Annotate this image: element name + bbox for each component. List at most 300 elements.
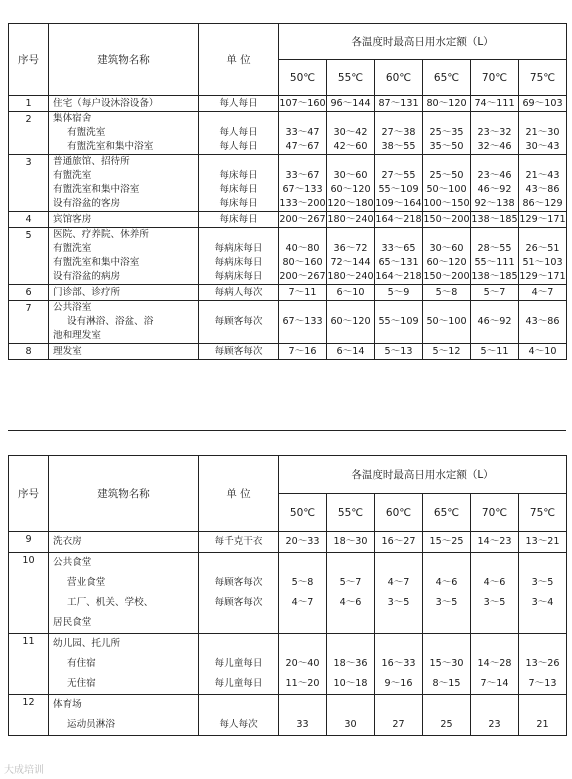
unit-cell	[199, 553, 279, 634]
quota-value: 33	[296, 719, 309, 730]
row-number: 10	[9, 553, 49, 634]
quota-value: 3～5	[435, 597, 458, 608]
building-name: 理发室	[53, 345, 82, 357]
quota-value: 107～160	[279, 97, 326, 109]
quota-value: 30～60	[429, 243, 464, 254]
quota-value-cell	[375, 228, 423, 285]
quota-value-cell	[375, 634, 423, 695]
quota-value: 26～51	[525, 243, 560, 254]
quota-value: 74～111	[474, 97, 515, 109]
quota-value	[471, 553, 518, 573]
unit-cell	[199, 112, 279, 155]
quota-value: 5～11	[480, 345, 509, 357]
table-row	[9, 301, 567, 344]
unit-label: 每儿童每日	[214, 678, 263, 689]
table-row	[9, 112, 567, 155]
building-name: 有盥洗室	[67, 127, 106, 138]
quota-value-cell	[279, 301, 327, 344]
quota-value: 120～180	[327, 198, 374, 209]
building-name: 居民食堂	[53, 617, 92, 628]
quota-value-cell	[375, 155, 423, 212]
unit-label: 每床每日	[219, 198, 258, 209]
quota-value-cell	[327, 301, 375, 344]
quota-value	[375, 634, 422, 654]
quota-value: 13～21	[525, 536, 560, 547]
unit-label	[199, 228, 278, 242]
quota-value-cell	[471, 634, 519, 695]
quota-value	[423, 613, 470, 633]
quota-value: 80～160	[282, 257, 323, 268]
building-name: 幼儿园、托儿所	[53, 638, 121, 649]
unit-label: 每顾客每次	[214, 597, 263, 608]
row-number: 2	[9, 112, 49, 155]
quota-value	[519, 329, 566, 343]
quota-value-cell	[375, 301, 423, 344]
quota-value-cell	[471, 155, 519, 212]
header-unit: 单 位	[199, 24, 279, 96]
quota-value-cell	[327, 212, 375, 228]
building-name: 公共食堂	[53, 557, 92, 568]
quota-value: 3～5	[387, 597, 410, 608]
row-number: 4	[9, 212, 49, 228]
quota-value: 43～86	[525, 316, 560, 327]
quota-value-cell	[519, 634, 567, 695]
quota-value: 60～120	[330, 316, 371, 327]
building-name: 体育场	[53, 699, 82, 710]
quota-value-cell	[519, 301, 567, 344]
quota-value	[327, 634, 374, 654]
unit-label	[199, 155, 278, 169]
quota-value: 80～120	[426, 97, 467, 109]
building-name: 集体宿舍	[53, 113, 92, 124]
unit-label	[199, 112, 278, 126]
quota-value: 60～120	[330, 184, 371, 195]
unit-label: 每床每日	[219, 184, 258, 195]
unit-cell	[199, 532, 279, 553]
unit-cell	[199, 344, 279, 360]
quota-value: 28～55	[477, 243, 512, 254]
quota-value-cell	[423, 553, 471, 634]
quota-value-cell	[327, 553, 375, 634]
quota-value	[327, 301, 374, 315]
unit-label: 每人每日	[219, 141, 258, 152]
quota-value: 4～7	[531, 286, 554, 298]
quota-value: 5～7	[483, 286, 506, 298]
quota-value: 14～28	[477, 658, 512, 669]
header-temp: 65℃	[423, 60, 471, 96]
quota-value: 5～13	[384, 345, 413, 357]
quota-value: 4～6	[435, 577, 458, 588]
quota-value-cell	[519, 285, 567, 301]
quota-value: 7～11	[288, 286, 317, 298]
quota-value-cell	[375, 695, 423, 736]
building-name: 住宅（每户设沐浴设备）	[53, 97, 159, 109]
quota-value	[423, 228, 470, 242]
quota-value-cell	[471, 301, 519, 344]
building-name: 宾馆客房	[53, 213, 92, 225]
row-number: 6	[9, 285, 49, 301]
building-name: 有盥洗室	[53, 243, 92, 254]
quota-value: 65～131	[378, 257, 419, 268]
header-temp: 75℃	[519, 494, 567, 532]
building-name: 有盥洗室和集中浴室	[67, 141, 154, 152]
quota-value-cell	[279, 228, 327, 285]
quota-value: 33～67	[285, 170, 320, 181]
quota-value-cell	[423, 212, 471, 228]
water-quota-table-2	[8, 455, 567, 736]
quota-value-cell	[375, 285, 423, 301]
quota-value: 27	[392, 719, 405, 730]
quota-value: 42～60	[333, 141, 368, 152]
quota-value: 50～100	[426, 184, 467, 195]
building-name: 池和理发室	[53, 330, 101, 341]
quota-value-cell	[423, 695, 471, 736]
quota-value	[279, 329, 326, 343]
quota-value: 27～55	[381, 170, 416, 181]
quota-value	[519, 228, 566, 242]
quota-value-cell	[519, 96, 567, 112]
quota-value	[423, 695, 470, 715]
quota-value: 96～144	[330, 97, 371, 109]
unit-label: 每千克干衣	[214, 536, 263, 547]
quota-value: 10～18	[333, 678, 368, 689]
quota-value: 40～80	[285, 243, 320, 254]
quota-value: 23～32	[477, 127, 512, 138]
quota-value: 46～92	[477, 184, 512, 195]
quota-value: 7～16	[288, 345, 317, 357]
building-name-cell	[49, 155, 199, 212]
quota-value: 30～42	[333, 127, 368, 138]
quota-value: 5～8	[291, 577, 314, 588]
row-number: 9	[9, 532, 49, 553]
unit-label	[199, 634, 278, 654]
quota-value: 27～38	[381, 127, 416, 138]
row-number: 12	[9, 695, 49, 736]
quota-value-cell	[423, 634, 471, 695]
quota-value-cell	[423, 344, 471, 360]
quota-value: 21～43	[525, 170, 560, 181]
quota-value: 55～111	[474, 257, 515, 268]
quota-value: 129～171	[519, 213, 566, 225]
building-name: 有盥洗室和集中浴室	[53, 184, 140, 195]
building-name: 设有浴盆的病房	[53, 271, 121, 282]
quota-value	[279, 695, 326, 715]
quota-value	[327, 695, 374, 715]
quota-value: 3～5	[483, 597, 506, 608]
quota-value: 4～10	[528, 345, 557, 357]
quota-value-cell	[375, 532, 423, 553]
quota-value-cell	[423, 228, 471, 285]
table-row	[9, 96, 567, 112]
quota-value	[375, 553, 422, 573]
quota-value: 9～16	[384, 678, 413, 689]
quota-value	[519, 695, 566, 715]
quota-value	[279, 613, 326, 633]
quota-value: 33～65	[381, 243, 416, 254]
quota-value-cell	[327, 285, 375, 301]
quota-value: 18～36	[333, 658, 368, 669]
header-temp: 70℃	[471, 60, 519, 96]
quota-value: 13～26	[525, 658, 560, 669]
quota-value: 25	[440, 719, 453, 730]
quota-value-cell	[471, 285, 519, 301]
quota-value	[375, 695, 422, 715]
header-quota: 各温度时最高日用水定额（L）	[279, 24, 567, 60]
quota-value: 50～100	[426, 316, 467, 327]
header-temp: 70℃	[471, 494, 519, 532]
quota-value	[423, 301, 470, 315]
building-name: 无住宿	[67, 678, 96, 689]
quota-value: 6～10	[336, 286, 365, 298]
unit-cell	[199, 285, 279, 301]
quota-value: 23～46	[477, 170, 512, 181]
quota-value-cell	[327, 344, 375, 360]
quota-value-cell	[423, 301, 471, 344]
quota-value-cell	[471, 112, 519, 155]
quota-value: 25～35	[429, 127, 464, 138]
quota-value: 4～7	[387, 577, 410, 588]
header-temp: 55℃	[327, 60, 375, 96]
quota-value: 20～33	[285, 536, 320, 547]
quota-value: 21	[536, 719, 549, 730]
quota-value	[519, 553, 566, 573]
quota-value	[375, 112, 422, 126]
quota-value-cell	[279, 285, 327, 301]
quota-value: 4～6	[483, 577, 506, 588]
quota-value: 67～133	[282, 316, 323, 327]
unit-label	[199, 301, 278, 315]
table-row	[9, 553, 567, 634]
building-name: 运动员淋浴	[67, 719, 115, 730]
table-1-body	[9, 96, 567, 360]
quota-value: 35～50	[429, 141, 464, 152]
header-quota: 各温度时最高日用水定额（L）	[279, 456, 567, 494]
quota-value: 60～120	[426, 257, 467, 268]
quota-value	[471, 613, 518, 633]
header-unit: 单 位	[199, 456, 279, 532]
quota-value	[471, 155, 518, 169]
quota-value-cell	[519, 553, 567, 634]
quota-value-cell	[279, 695, 327, 736]
quota-value: 16～27	[381, 536, 416, 547]
quota-value: 180～240	[327, 213, 374, 225]
unit-label: 每儿童每日	[214, 658, 263, 669]
quota-value: 6～14	[336, 345, 365, 357]
quota-value: 21～30	[525, 127, 560, 138]
quota-value: 138～185	[471, 271, 518, 282]
quota-value-cell	[519, 112, 567, 155]
quota-value	[375, 155, 422, 169]
quota-value: 180～240	[327, 271, 374, 282]
table-row	[9, 155, 567, 212]
quota-value-cell	[519, 695, 567, 736]
quota-value: 72～144	[330, 257, 371, 268]
quota-value: 92～138	[474, 198, 515, 209]
unit-cell	[199, 634, 279, 695]
quota-value: 47～67	[285, 141, 320, 152]
quota-value	[327, 228, 374, 242]
quota-value	[471, 112, 518, 126]
table-row	[9, 228, 567, 285]
quota-value: 16～33	[381, 658, 416, 669]
quota-value: 87～131	[378, 97, 419, 109]
quota-value	[327, 553, 374, 573]
quota-value: 164～218	[375, 271, 422, 282]
quota-value	[279, 301, 326, 315]
header-temp: 65℃	[423, 494, 471, 532]
quota-value	[279, 112, 326, 126]
building-name-cell	[49, 344, 199, 360]
quota-value-cell	[423, 285, 471, 301]
header-temp: 50℃	[279, 494, 327, 532]
quota-value-cell	[327, 228, 375, 285]
row-number: 11	[9, 634, 49, 695]
quota-value	[375, 613, 422, 633]
quota-value	[519, 155, 566, 169]
quota-value: 11～20	[285, 678, 320, 689]
quota-value: 150～200	[423, 213, 470, 225]
row-number: 3	[9, 155, 49, 212]
unit-label: 每顾客每次	[214, 577, 263, 588]
quota-value-cell	[375, 112, 423, 155]
quota-value-cell	[423, 96, 471, 112]
unit-label	[199, 329, 278, 343]
quota-value-cell	[279, 212, 327, 228]
quota-value	[327, 613, 374, 633]
watermark-text: 大成培训	[4, 765, 44, 776]
quota-value	[471, 634, 518, 654]
building-name-cell	[49, 96, 199, 112]
quota-value: 46～92	[477, 316, 512, 327]
quota-value	[279, 553, 326, 573]
unit-cell	[199, 228, 279, 285]
quota-value-cell	[423, 155, 471, 212]
quota-value: 36～72	[333, 243, 368, 254]
quota-value	[423, 634, 470, 654]
quota-value	[423, 553, 470, 573]
quota-value: 100～150	[423, 198, 470, 209]
quota-value	[375, 329, 422, 343]
quota-value: 15～30	[429, 658, 464, 669]
quota-value-cell	[423, 112, 471, 155]
quota-value	[519, 301, 566, 315]
building-name: 普通旅馆、招待所	[53, 156, 130, 167]
quota-value-cell	[279, 96, 327, 112]
quota-value: 138～185	[471, 213, 518, 225]
quota-value: 7～14	[480, 678, 509, 689]
quota-value: 164～218	[375, 213, 422, 225]
unit-label: 每病床每日	[214, 243, 263, 254]
quota-value: 200～267	[279, 271, 326, 282]
quota-value: 55～109	[378, 316, 419, 327]
quota-value	[279, 155, 326, 169]
building-name: 有盥洗室	[53, 170, 92, 181]
quota-value: 200～267	[279, 213, 326, 225]
quota-value-cell	[519, 344, 567, 360]
building-name-cell	[49, 301, 199, 344]
building-name: 门诊部、诊疗所	[53, 286, 121, 298]
header-building-name: 建筑物名称	[49, 24, 199, 96]
building-name: 洗衣房	[53, 536, 82, 547]
quota-value: 8～15	[432, 678, 461, 689]
unit-label: 每顾客每次	[214, 345, 263, 357]
building-name-cell	[49, 228, 199, 285]
quota-value	[471, 329, 518, 343]
quota-value	[279, 228, 326, 242]
quota-value: 7～13	[528, 678, 557, 689]
quota-value-cell	[375, 96, 423, 112]
unit-label: 每人每日	[219, 127, 258, 138]
quota-value-cell	[471, 344, 519, 360]
table-row	[9, 695, 567, 736]
quota-value-cell	[375, 344, 423, 360]
quota-value: 5～12	[432, 345, 461, 357]
quota-value	[471, 695, 518, 715]
unit-label	[199, 553, 278, 573]
quota-value	[519, 634, 566, 654]
quota-value-cell	[471, 532, 519, 553]
quota-value: 20～40	[285, 658, 320, 669]
building-name-cell	[49, 112, 199, 155]
quota-value	[519, 613, 566, 633]
row-number: 7	[9, 301, 49, 344]
quota-value	[327, 155, 374, 169]
quota-value: 23	[488, 719, 501, 730]
quota-value-cell	[519, 532, 567, 553]
quota-value: 5～9	[387, 286, 410, 298]
unit-label	[199, 695, 278, 715]
quota-value	[327, 112, 374, 126]
building-name: 设有浴盆的客房	[53, 198, 121, 209]
quota-value: 25～50	[429, 170, 464, 181]
table-row	[9, 344, 567, 360]
quota-value	[471, 301, 518, 315]
quota-value-cell	[471, 695, 519, 736]
quota-value: 14～23	[477, 536, 512, 547]
table-row	[9, 212, 567, 228]
quota-value: 32～46	[477, 141, 512, 152]
unit-label: 每人每次	[219, 719, 258, 730]
building-name: 工厂、机关、学校、	[67, 597, 154, 608]
unit-cell	[199, 96, 279, 112]
unit-cell	[199, 155, 279, 212]
table-row	[9, 285, 567, 301]
header-no: 序号	[9, 24, 49, 96]
quota-value: 30	[344, 719, 357, 730]
quota-value-cell	[519, 212, 567, 228]
building-name: 公共浴室	[53, 302, 92, 313]
quota-value: 33～47	[285, 127, 320, 138]
row-number: 5	[9, 228, 49, 285]
quota-value: 5～7	[339, 577, 362, 588]
quota-value-cell	[279, 112, 327, 155]
header-temp: 60℃	[375, 60, 423, 96]
building-name: 有住宿	[67, 658, 96, 669]
unit-label: 每顾客每次	[214, 316, 263, 327]
quota-value: 5～8	[435, 286, 458, 298]
unit-label	[199, 613, 278, 633]
quota-value: 38～55	[381, 141, 416, 152]
quota-value: 69～103	[522, 97, 563, 109]
unit-label: 每病床每日	[214, 271, 263, 282]
water-quota-table-1	[8, 23, 567, 360]
unit-label: 每病床每日	[214, 257, 263, 268]
unit-label: 每人每日	[219, 97, 258, 109]
building-name-cell	[49, 695, 199, 736]
quota-value: 129～171	[519, 271, 566, 282]
unit-cell	[199, 212, 279, 228]
building-name: 医院、疗养院、休养所	[53, 229, 149, 240]
